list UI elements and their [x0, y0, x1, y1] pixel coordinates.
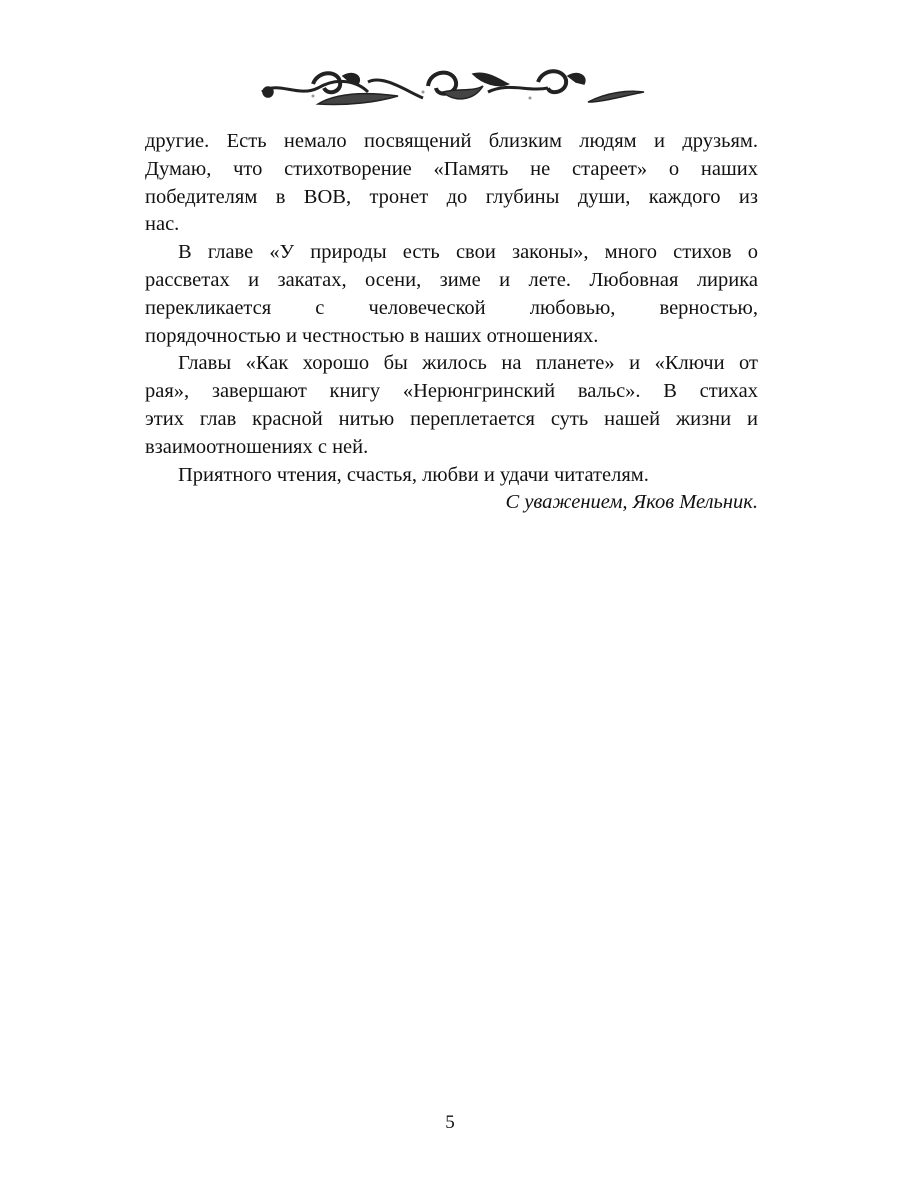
- text-line: взаимоотношениях с ней.: [145, 435, 369, 458]
- body-text: [145, 128, 758, 517]
- text-line: порядочностью и честностью в наших отношениях.: [145, 324, 599, 347]
- text-line: этих глав красной нитью переплетается суть нашей жизни и: [145, 407, 758, 430]
- text-line: победителям в ВОВ, тронет до глубины души, каждого из: [145, 185, 758, 208]
- floral-ornament-icon: [258, 62, 646, 112]
- text-line: другие. Есть немало посвящений близким людям и друзьям.: [145, 130, 758, 152]
- text-line: Главы «Как хорошо бы жилось на планете» и «Ключи от: [178, 352, 758, 375]
- text-line: рая», завершают книгу «Нерюнгринский вальс». В стихах: [145, 380, 758, 403]
- text-line: В главе «У природы есть свои законы», много стихов о: [178, 241, 758, 264]
- signature: С уважением, Яков Мельник.: [505, 491, 758, 514]
- text-line: нас.: [145, 213, 180, 236]
- text-line: Думаю, что стихотворение «Память не стареет» о наших: [145, 157, 758, 180]
- text-line: рассветах и закатах, осени, зиме и лете. Любовная лирика: [145, 268, 758, 291]
- text-line: перекликается с человеческой любовью, верностью,: [145, 296, 758, 319]
- text-line: Приятного чтения, счастья, любви и удачи читателям.: [178, 463, 649, 486]
- page-number: 5: [445, 1112, 455, 1133]
